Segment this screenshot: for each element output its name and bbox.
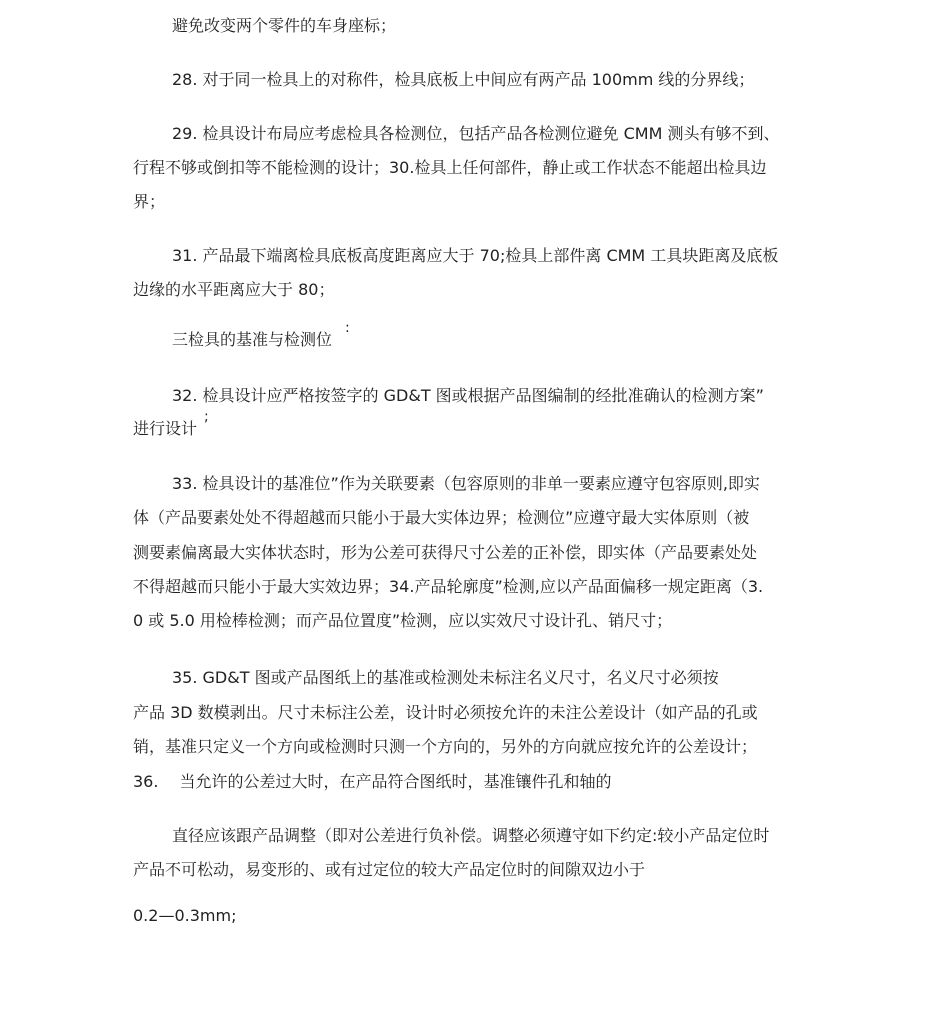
superscript-mark: ; — [204, 409, 209, 425]
text-line: 35. GD&T 图或产品图纸上的基准或检测处未标注名义尺寸，名义尺寸必须按 — [172, 668, 719, 687]
text-line: 行程不够或倒扣等不能检测的设计；30.检具上任何部件，静止或工作状态不能超出检具边 — [133, 158, 767, 177]
text-line: 0.2—0.3mm; — [133, 906, 237, 925]
text-line: 0 或 5.0 用检棒检测；而产品位置度”检测，应以实效尺寸设计孔、销尺寸； — [133, 611, 673, 630]
text-line: 31. 产品最下端离检具底板高度距离应大于 70;检具上部件离 CMM 工具块距离及底板 — [172, 246, 779, 265]
text-line: 避免改变两个零件的车身座标； — [172, 16, 397, 35]
text-line: 销，基准只定义一个方向或检测时只测一个方向的，另外的方向就应按允许的公差设计； — [133, 737, 758, 756]
text-line: 28. 对于同一检具上的对称件，检具底板上中间应有两产品 100mm 线的分界线； — [172, 70, 755, 89]
text-line: 测要素偏离最大实体状态时，形为公差可获得尺寸公差的正补偿，即实体（产品要素处处 — [133, 543, 758, 562]
text-line: 直径应该跟产品调整（即对公差进行负补偿。调整必须遵守如下约定:较小产品定位时 — [172, 826, 770, 845]
text-line: 体（产品要素处处不得超越而只能小于最大实体边界；检测位”应遵守最大实体原则（被 — [133, 508, 750, 527]
text-line: 界； — [133, 192, 166, 211]
text-line: 33. 检具设计的基准位”作为关联要素（包容原则的非单一要素应遵守包容原则,即实 — [172, 474, 760, 493]
superscript-mark: : — [345, 320, 350, 336]
text-line: 36. 当允许的公差过大时，在产品符合图纸时，基准镶件孔和轴的 — [133, 772, 612, 791]
text-line: 边缘的水平距离应大于 80； — [133, 280, 335, 299]
text-line: 不得超越而只能小于最大实效边界；34.产品轮廓度”检测,应以产品面偏移一规定距离（3. — [133, 577, 764, 596]
text-line: 产品 3D 数模剥出。尺寸未标注公差，设计时必须按允许的未注公差设计（如产品的孔或 — [133, 703, 758, 722]
text-line: 进行设计 — [133, 419, 198, 438]
text-line: 产品不可松动，易变形的、或有过定位的较大产品定位时的间隙双边小于 — [133, 860, 646, 879]
text-line: 32. 检具设计应严格按签字的 GD&T 图或根据产品图编制的经批准确认的检测方案” — [172, 386, 764, 405]
section-heading: 三检具的基准与检测位 — [172, 330, 333, 349]
text-line: 29. 检具设计布局应考虑检具各检测位，包括产品各检测位避免 CMM 测头有够不到、 — [172, 124, 780, 143]
